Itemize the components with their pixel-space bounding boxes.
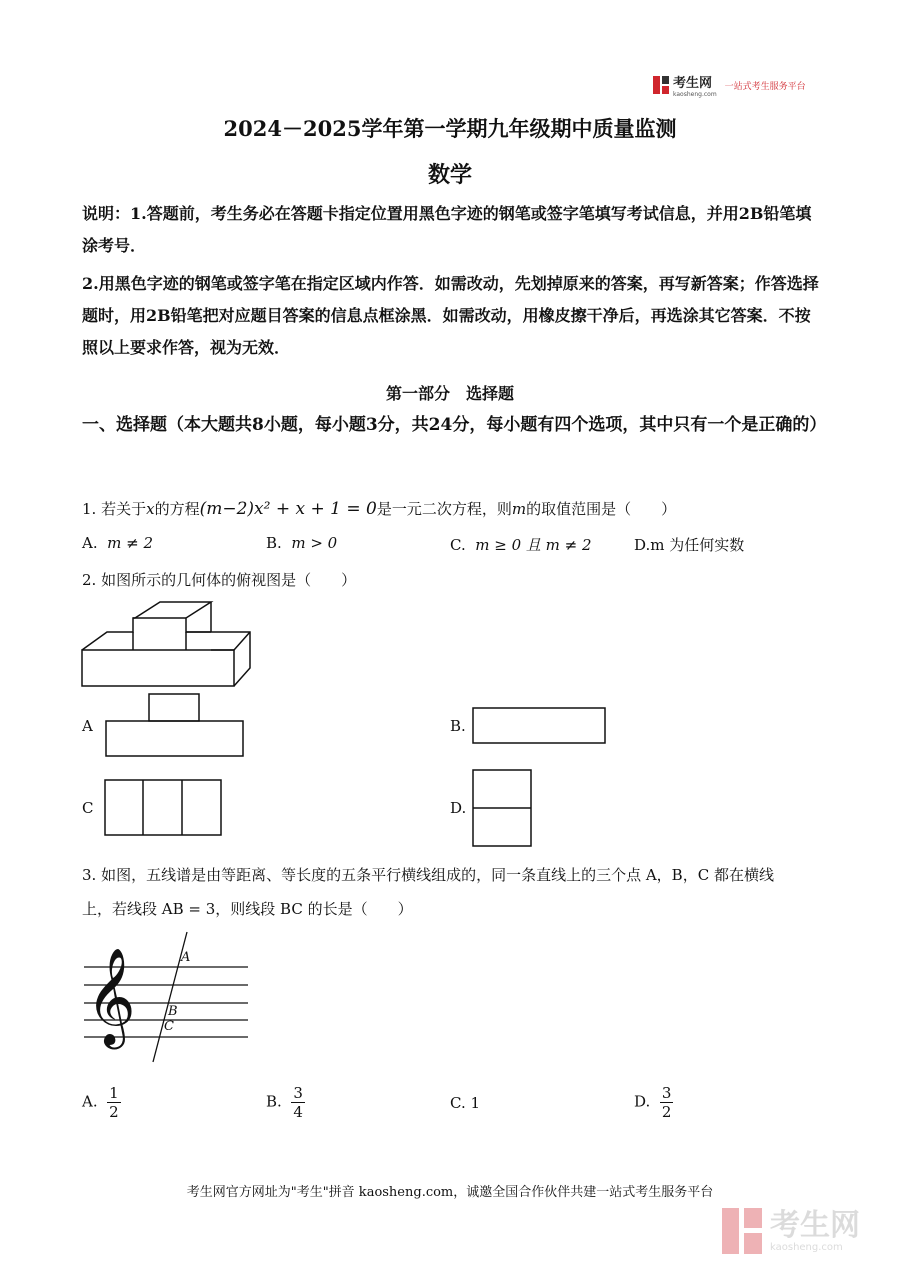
q2-solid-figure xyxy=(82,602,250,686)
q1-option-b-text: m > 0 xyxy=(291,534,338,552)
q2-option-d-label[interactable]: D. xyxy=(450,799,467,817)
q1-option-d-text: m 为任何实数 xyxy=(650,536,745,554)
q1-suffix: 是一元二次方程，则 xyxy=(376,500,512,518)
watermark-name: 考生网 xyxy=(770,1207,860,1243)
q3-point-a: A xyxy=(181,950,191,965)
q1-option-c-label: C. xyxy=(450,536,466,554)
subject-title: 数学 xyxy=(427,162,472,188)
q2-option-b-figure xyxy=(473,708,605,743)
q2-option-c-label[interactable]: C xyxy=(82,799,94,817)
instruction-2: 2.用黑色字迹的钢笔或签字笔在指定区域内作答．如需改动，先划掉原来的答案，再写新答案；作答选择题时，用2B铅笔把对应题目答案的信息点框涂黑．如需改动，用橡皮擦干净后，再选涂其它答案．不按照以上要求作答，视为无效． xyxy=(82,274,819,357)
q1-tail: 的取值范围是（ ） xyxy=(526,500,677,518)
q3-option-a-label: A. xyxy=(82,1092,98,1111)
solid-front-face xyxy=(82,650,234,686)
q1-option-d-label: D. xyxy=(634,536,651,554)
q3-stem-line-2: 上，若线段 AB = 3，则线段 BC 的长是（ ） xyxy=(82,900,413,918)
q3-option-a-den: 2 xyxy=(109,1103,119,1121)
q3-option-b-label: B. xyxy=(266,1092,282,1111)
q3-option-d[interactable] xyxy=(634,1084,673,1121)
q3-option-b-den: 4 xyxy=(293,1103,303,1121)
q2-option-a-figure xyxy=(106,694,243,756)
treble-clef-icon: 𝄞 xyxy=(86,947,136,1045)
q1-var-m: m xyxy=(511,500,527,518)
logo-domain: kaosheng.com xyxy=(673,91,717,98)
q3-option-c-text: 1 xyxy=(470,1094,481,1112)
footer-text: 考生网官方网址为"考生"拼音 kaosheng.com，诚邀全国合作伙伴共建一站式考生服务平台 xyxy=(186,1185,714,1200)
q2-option-d-figure xyxy=(473,770,531,846)
q2-option-a-label[interactable]: A xyxy=(82,717,93,735)
q1-option-b-label: B. xyxy=(266,534,282,552)
q3-option-d-fraction xyxy=(660,1084,674,1121)
q3-option-c-label: C. xyxy=(450,1094,466,1112)
question-2-stem: 2. 如图所示的几何体的俯视图是（ ） xyxy=(82,571,357,589)
watermark-logo xyxy=(722,1205,882,1257)
q3-option-b-num: 3 xyxy=(293,1084,303,1102)
q1-equation: (m−2)x² + x + 1 = 0 xyxy=(199,499,377,519)
q3-option-b[interactable] xyxy=(266,1084,305,1121)
q1-option-a-label: A. xyxy=(82,534,98,552)
q3-option-d-den: 2 xyxy=(661,1103,672,1121)
q2-option-b-label[interactable]: B. xyxy=(450,717,466,735)
q3-option-a-fraction xyxy=(107,1084,121,1121)
q3-option-a[interactable] xyxy=(82,1084,121,1121)
q3-option-c[interactable] xyxy=(450,1094,480,1112)
q3-option-d-label: D. xyxy=(634,1092,651,1111)
q3-point-c: C xyxy=(164,1019,174,1034)
q3-option-d-num: 3 xyxy=(661,1084,672,1102)
q2-option-c-figure xyxy=(105,780,221,835)
q3-stem-line-1: 3. 如图，五线谱是由等距离、等长度的五条平行横线组成的，同一条直线上的三个点 A，B，C 都在横线 xyxy=(82,866,774,884)
q1-var-x: x xyxy=(146,500,155,518)
watermark-domain: kaosheng.com xyxy=(770,1241,843,1253)
watermark-icon xyxy=(722,1208,762,1254)
q1-option-a-text: m ≠ 2 xyxy=(107,534,154,552)
logo-slogan: 一站式考生服务平台 xyxy=(724,81,806,92)
exam-title: 2024－2025学年第一学期九年级期中质量监测 xyxy=(223,116,677,141)
instruction-1: 说明：1.答题前，考生务必在答题卡指定位置用黑色字迹的钢笔或签字笔填写考试信息，并用2B铅笔填涂考号． xyxy=(82,204,812,255)
q1-mid: 的方程 xyxy=(154,500,200,518)
solid-top-outline xyxy=(82,602,250,686)
q3-point-b: B xyxy=(168,1004,178,1019)
q3-option-b-fraction xyxy=(291,1084,305,1121)
q3-option-a-num: 1 xyxy=(109,1084,119,1102)
q1-prefix: 1. 若关于 xyxy=(82,500,147,518)
watermark-text xyxy=(770,1207,860,1253)
part-title: 一、选择题（本大题共8小题，每小题3分，共24分，每小题有四个选项，其中只有一个是正确的） xyxy=(82,415,827,435)
logo-name: 考生网 xyxy=(673,76,713,91)
q1-option-c-text: m ≥ 0 且 m ≠ 2 xyxy=(475,536,592,554)
section-title: 第一部分 选择题 xyxy=(385,384,514,403)
question-3-stem xyxy=(82,860,822,924)
